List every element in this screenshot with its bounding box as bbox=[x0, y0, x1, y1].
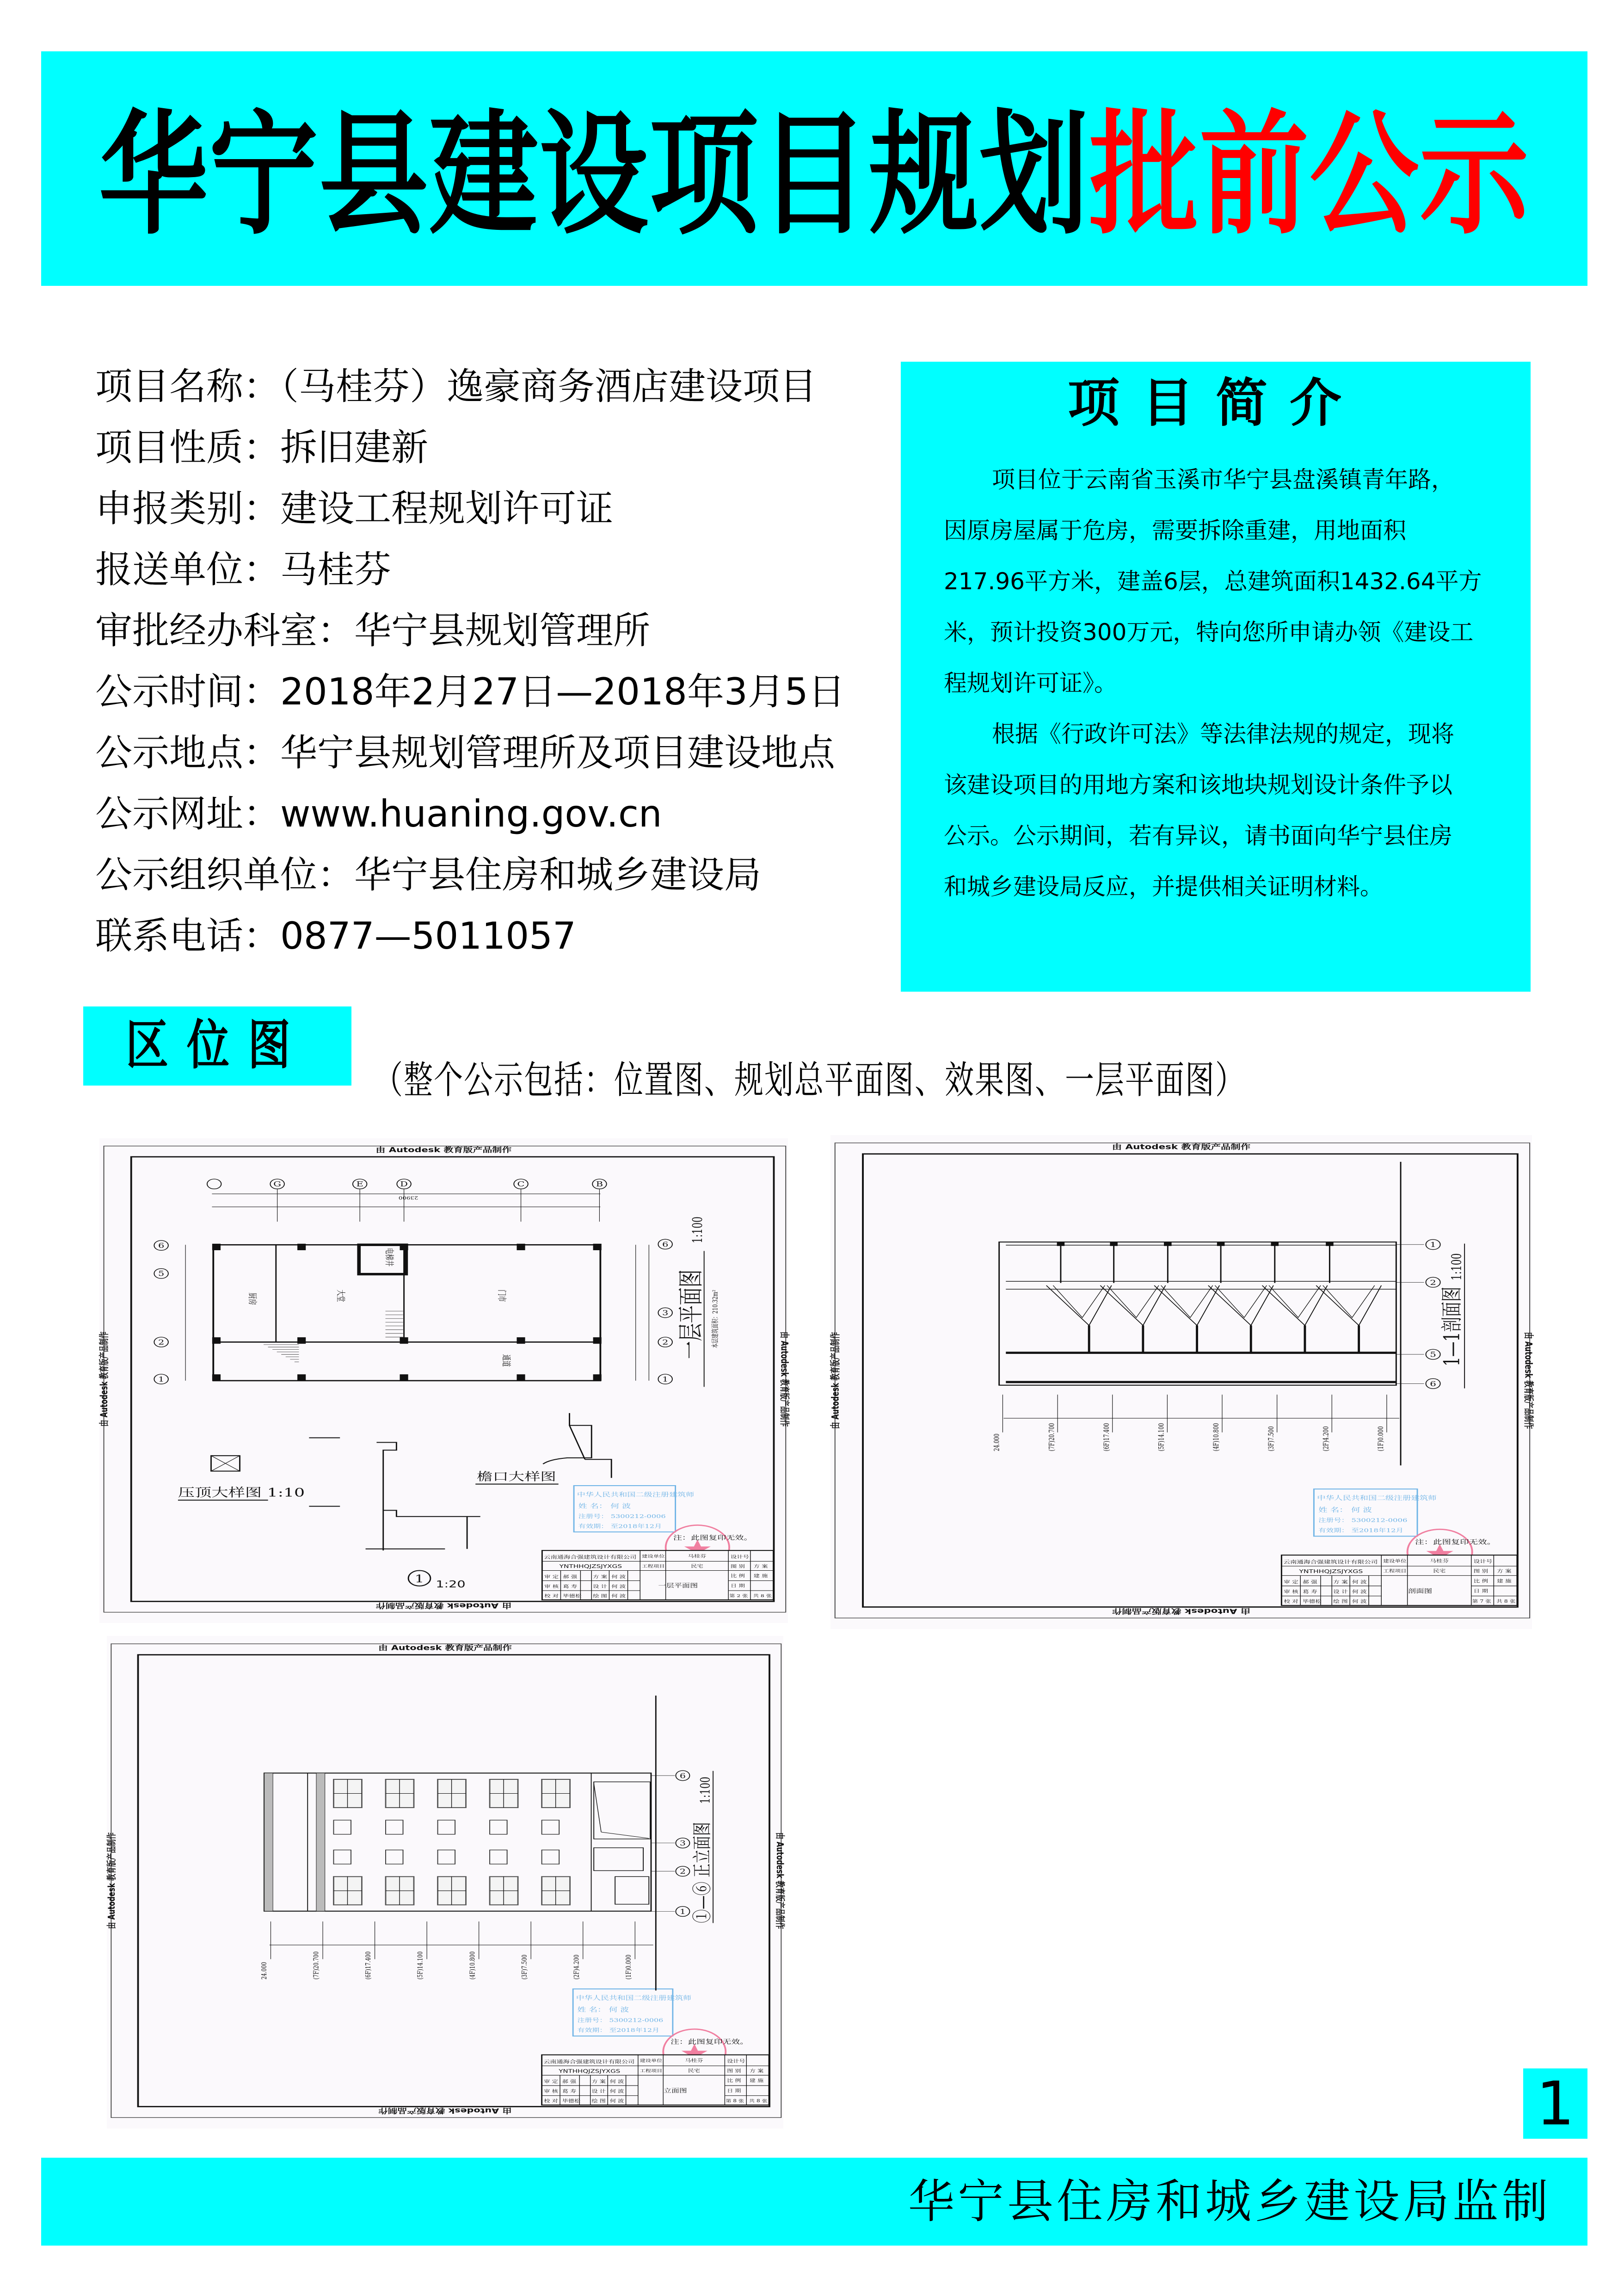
design-no-label: 设计号 bbox=[730, 1554, 749, 1560]
stamp-name: 姓 名： 何 波 bbox=[1318, 1506, 1372, 1514]
stamp-valid: 有效期： 至2018年12月 bbox=[1318, 1527, 1403, 1534]
info-approving-office bbox=[95, 600, 845, 661]
client-label: 建设单位 bbox=[1383, 1558, 1407, 1564]
stamp-title: 中华人民共和国二级注册建筑师 bbox=[1317, 1494, 1437, 1502]
role-cell: 何 波 bbox=[611, 1583, 626, 1589]
role-cell: 校 对 bbox=[544, 2098, 558, 2104]
company-name: 云南通海合强建筑设计有限公司 bbox=[543, 2059, 635, 2065]
info-label: 公示地点： bbox=[95, 731, 280, 774]
entrance-door bbox=[615, 1876, 649, 1904]
detail-scale: 1:20 bbox=[436, 1579, 466, 1590]
column bbox=[400, 1244, 408, 1250]
window-small bbox=[386, 1850, 403, 1864]
date-label: 日 期 bbox=[1473, 1588, 1489, 1594]
title-block bbox=[1281, 1555, 1517, 1605]
role-cell: 何 波 bbox=[1352, 1579, 1367, 1585]
floor-plan-svg bbox=[99, 1138, 788, 1623]
info-website bbox=[95, 784, 845, 845]
info-value: 华宁县规划管理所及项目建设地点 bbox=[280, 731, 835, 774]
website-link[interactable]: www.huaning.gov.cn bbox=[280, 792, 662, 835]
info-label: 公示网址： bbox=[95, 792, 280, 835]
drawing-scale: 1:100 bbox=[1448, 1253, 1464, 1281]
intro-line: 217.96平方米，建盖6层，总建筑面积1432.64平方 bbox=[944, 568, 1482, 595]
footer-text: 华宁县住房和城乡建设局监制 bbox=[908, 2174, 1551, 2228]
section-svg bbox=[830, 1135, 1532, 1629]
window-small bbox=[542, 1850, 560, 1864]
company-code: YNTHHQJZSJYXGS bbox=[1299, 1568, 1363, 1575]
watermark-bottom: 由 Autodesk 教育版产品制作 bbox=[378, 2106, 512, 2115]
column bbox=[400, 1375, 408, 1381]
location-heading-box bbox=[83, 1006, 351, 1086]
project-intro-panel bbox=[901, 362, 1531, 992]
role-cell: 郝 强 bbox=[562, 2079, 577, 2085]
beam bbox=[1326, 1242, 1334, 1246]
grid-axis-label: E bbox=[356, 1180, 363, 1189]
role-cell: 审 定 bbox=[1284, 1579, 1298, 1585]
drawing-section bbox=[830, 1135, 1532, 1629]
column bbox=[517, 1375, 525, 1381]
copy-invalid-note: 注：此图复印无效。 bbox=[673, 1534, 753, 1542]
level-label: (2F)4.200 bbox=[1322, 1426, 1331, 1451]
grid-axis-label: 3 bbox=[679, 1839, 686, 1848]
client-name: 马桂芬 bbox=[688, 1553, 707, 1559]
copy-invalid-note: 注：此图复印无效。 bbox=[671, 2038, 749, 2046]
drawing-line bbox=[594, 1784, 601, 1832]
info-value: 华宁县规划管理所 bbox=[354, 609, 650, 652]
company-name: 云南通海合强建筑设计有限公司 bbox=[1283, 1559, 1378, 1565]
sheet-total: 共 8 张 bbox=[753, 1593, 772, 1599]
category-label: 图 别 bbox=[727, 2068, 741, 2074]
glass-panel bbox=[594, 1782, 650, 1839]
grid-axis-label: 6 bbox=[679, 1772, 686, 1780]
drawing-floor-plan bbox=[99, 1138, 788, 1623]
drawing-scale: 1:100 bbox=[689, 1216, 705, 1243]
grid-axis-label: 2 bbox=[679, 1867, 686, 1876]
column bbox=[517, 1244, 525, 1250]
project-name: 民宅 bbox=[688, 2068, 700, 2074]
level-label: (7F)20.700 bbox=[313, 1951, 321, 1980]
date-label: 日 期 bbox=[730, 1583, 745, 1588]
grid-axis-label: 3 bbox=[662, 1309, 669, 1317]
info-notice-location bbox=[95, 722, 845, 784]
room-label: 通道 bbox=[501, 1354, 511, 1367]
intro-body bbox=[944, 454, 1517, 912]
role-cell: 郝 强 bbox=[1303, 1579, 1317, 1585]
detail-title-eave: 檐口大样图 bbox=[477, 1469, 556, 1483]
grid-axis-label: 5 bbox=[158, 1270, 165, 1278]
role-cell: 毕德松 bbox=[1303, 1599, 1322, 1604]
info-label: 报送单位： bbox=[95, 548, 280, 591]
role-cell: 何 波 bbox=[609, 2098, 624, 2104]
role-cell: 审 核 bbox=[544, 1583, 559, 1589]
copy-invalid-note: 注：此图复印无效。 bbox=[1415, 1538, 1496, 1546]
stair-flight bbox=[1215, 1285, 1267, 1317]
client-label: 建设单位 bbox=[642, 1554, 665, 1559]
drawing-name: 立面图 bbox=[664, 2087, 687, 2094]
stamp-reg: 注册号： 5300212-0006 bbox=[577, 2017, 664, 2024]
stamp-title: 中华人民共和国二级注册建筑师 bbox=[576, 1994, 692, 2002]
stair-flight bbox=[1107, 1285, 1159, 1317]
info-value: （马桂芬）逸豪商务酒店建设项目 bbox=[280, 365, 817, 408]
window-small bbox=[490, 1850, 507, 1864]
drawing-name: 剖面图 bbox=[1408, 1587, 1433, 1595]
intro-title: 项目简介 bbox=[1068, 373, 1364, 433]
drawing-line bbox=[601, 1832, 649, 1839]
role-cell: 郝 强 bbox=[563, 1574, 578, 1580]
category-label: 图 别 bbox=[730, 1563, 745, 1569]
info-value: 2018年2月27日—2018年3月5日 bbox=[280, 670, 845, 713]
role-cell: 校 对 bbox=[1284, 1599, 1298, 1604]
intro-line: 该建设项目的用地方案和该地块规划设计条件予以 bbox=[944, 772, 1452, 798]
grid-axis-label: C bbox=[517, 1180, 525, 1189]
intro-line: 公示。公示期间，若有异议，请书面向华宁县住房 bbox=[944, 822, 1452, 849]
room-label: 门市 bbox=[497, 1290, 507, 1302]
category-label: 图 别 bbox=[1473, 1568, 1489, 1574]
sheet-border bbox=[104, 1146, 786, 1612]
stair-flight bbox=[1208, 1285, 1273, 1325]
floor-area-note: 本层建筑面积：210.32m² bbox=[711, 1290, 720, 1348]
stair-flight bbox=[1269, 1285, 1321, 1317]
project-name: 民宅 bbox=[1433, 1568, 1446, 1574]
window-small bbox=[438, 1820, 455, 1834]
level-label: (5F)14.100 bbox=[1157, 1423, 1166, 1451]
title-block bbox=[542, 2055, 769, 2105]
info-value: 0877—5011057 bbox=[280, 914, 576, 957]
stair-flight bbox=[1100, 1285, 1165, 1325]
watermark-right: 由 Autodesk 教育版产品制作 bbox=[778, 1331, 790, 1427]
project-name: 民宅 bbox=[691, 1563, 703, 1569]
title-block bbox=[542, 1550, 773, 1600]
scale-label: 比 例 bbox=[727, 2078, 741, 2084]
company-code: YNTHHQJZSJYXGS bbox=[559, 1564, 622, 1570]
window-small bbox=[542, 1820, 560, 1834]
company-name: 云南通海合强建筑设计有限公司 bbox=[544, 1555, 637, 1560]
level-label: (6F)17.400 bbox=[364, 1951, 373, 1980]
drawing-frame bbox=[830, 1143, 1534, 1618]
beam bbox=[1057, 1242, 1064, 1246]
intro-line: 项目位于云南省玉溪市华宁县盘溪镇青年路， bbox=[992, 466, 1454, 493]
level-label: (4F)10.800 bbox=[468, 1951, 477, 1980]
grid-axis-label: 2 bbox=[1430, 1278, 1436, 1287]
stamp-name: 姓 名： 何 波 bbox=[577, 2006, 629, 2013]
client-name: 马桂芬 bbox=[1430, 1558, 1449, 1564]
info-label: 联系电话： bbox=[95, 914, 280, 957]
info-project-name bbox=[95, 356, 845, 417]
grid-axis-label: B bbox=[596, 1180, 603, 1189]
location-caption: （整个公示包括：位置图、规划总平面图、效果图、一层平面图） bbox=[374, 1058, 1245, 1102]
title-black-part: 华宁县建设项目规划 bbox=[98, 97, 1089, 253]
role-cell: 毕德松 bbox=[562, 2098, 581, 2104]
category-value: 方 案 bbox=[1497, 1568, 1512, 1574]
sheet-number: 第 8 张 bbox=[726, 2098, 744, 2104]
grid-axis-label: 1 bbox=[158, 1376, 165, 1384]
sheet-number: 第 2 张 bbox=[729, 1593, 748, 1599]
watermark-bottom: 由 Autodesk 教育版产品制作 bbox=[1112, 1607, 1251, 1615]
role-cell: 毕德松 bbox=[563, 1593, 582, 1599]
beam bbox=[1217, 1242, 1224, 1246]
info-application-type bbox=[95, 478, 845, 539]
info-label: 项目性质： bbox=[95, 426, 280, 469]
grid-axis-label: 2 bbox=[158, 1338, 165, 1346]
intro-line: 根据《行政许可法》等法律法规的规定，现将 bbox=[992, 721, 1454, 747]
role-cell: 审 定 bbox=[544, 2079, 558, 2085]
level-label: (5F)14.100 bbox=[417, 1951, 425, 1980]
role-cell: 何 波 bbox=[1352, 1599, 1367, 1604]
role-cell: 审 定 bbox=[544, 1574, 559, 1580]
role-cell: 设 计 bbox=[593, 1583, 608, 1589]
role-cell: 审 核 bbox=[544, 2088, 558, 2094]
grid-axis-label: 6 bbox=[158, 1242, 165, 1250]
stamp-name: 姓 名： 何 波 bbox=[578, 1502, 631, 1510]
role-cell: 何 波 bbox=[1352, 1589, 1367, 1594]
role-cell: 绘 图 bbox=[591, 2098, 606, 2104]
role-cell: 设 计 bbox=[591, 2088, 606, 2094]
grid-axis-label: G bbox=[273, 1180, 282, 1189]
level-label: (4F)10.800 bbox=[1212, 1423, 1221, 1451]
level-label: (2F)4.200 bbox=[572, 1954, 581, 1980]
stair-flight bbox=[1316, 1285, 1381, 1325]
design-no-label: 设计号 bbox=[1473, 1559, 1493, 1564]
role-cell: 何 波 bbox=[611, 1574, 626, 1580]
scale-value: 建 施 bbox=[1497, 1578, 1512, 1584]
elevation-svg bbox=[106, 1636, 786, 2129]
project-label: 工程项目 bbox=[642, 1563, 665, 1569]
info-label: 申报类别： bbox=[95, 487, 280, 530]
scale-label: 比 例 bbox=[730, 1573, 745, 1579]
watermark-right: 由 Autodesk 教育版产品制作 bbox=[774, 1832, 786, 1929]
role-cell: 设 计 bbox=[1333, 1589, 1348, 1594]
window-small bbox=[438, 1850, 455, 1864]
location-heading: 区位图 bbox=[125, 1014, 309, 1076]
parapet-detail bbox=[309, 1438, 480, 1550]
door bbox=[594, 1848, 643, 1871]
role-cell: 校 对 bbox=[544, 1593, 559, 1599]
watermark-left: 由 Autodesk 教育版产品制作 bbox=[830, 1332, 842, 1429]
detail-number: 1 bbox=[414, 1572, 424, 1585]
info-organizer bbox=[95, 845, 845, 906]
role-cell: 葛 寿 bbox=[1303, 1589, 1317, 1594]
grid-axis-label: 1 bbox=[1430, 1241, 1436, 1249]
info-applicant bbox=[95, 539, 845, 600]
project-info bbox=[95, 356, 845, 967]
section-drawing bbox=[993, 1162, 1464, 1465]
role-cell: 何 波 bbox=[609, 2088, 624, 2094]
date-label: 日 期 bbox=[727, 2088, 741, 2093]
level-label: (1F)0.000 bbox=[625, 1954, 633, 1980]
page-title bbox=[41, 97, 1587, 253]
watermark-left: 由 Autodesk 教育版产品制作 bbox=[106, 1832, 117, 1929]
intro-line: 程规划许可证》。 bbox=[944, 670, 1117, 697]
level-label: (7F)20.700 bbox=[1048, 1423, 1056, 1451]
grid-axis-label: 6 bbox=[662, 1241, 669, 1249]
intro-line: 和城乡建设局反应，并提供相关证明材料。 bbox=[944, 873, 1383, 900]
intro-line: 米，预计投资300万元，特向您所申请办领《建设工 bbox=[944, 619, 1474, 646]
grid-axis-label: 5 bbox=[1430, 1351, 1436, 1359]
stair-flight bbox=[1053, 1285, 1105, 1317]
scale-value: 建 施 bbox=[753, 1573, 768, 1579]
watermark-right: 由 Autodesk 教育版产品制作 bbox=[1522, 1332, 1534, 1429]
stamp-reg: 注册号： 5300212-0006 bbox=[578, 1513, 666, 1520]
stair-flight bbox=[1323, 1285, 1375, 1317]
role-cell: 葛 寿 bbox=[563, 1583, 578, 1589]
role-cell: 葛 寿 bbox=[562, 2088, 577, 2094]
column bbox=[298, 1375, 306, 1381]
level-label: (3F)7.500 bbox=[1267, 1426, 1276, 1451]
column bbox=[298, 1244, 306, 1250]
sheet-total: 共 8 张 bbox=[749, 2098, 768, 2104]
role-cell: 审 核 bbox=[1284, 1589, 1298, 1594]
drawing-title: 一层平面图 bbox=[677, 1269, 707, 1359]
category-value: 方 案 bbox=[749, 2068, 764, 2074]
drawing-title: ①—⑥ 正立面图 bbox=[692, 1822, 714, 1923]
company-code: YNTHHQJZSJYXGS bbox=[559, 2068, 621, 2074]
grid-axis-circle bbox=[207, 1179, 221, 1189]
role-cell: 方 案 bbox=[591, 2079, 606, 2085]
watermark-bottom: 由 Autodesk 教育版产品制作 bbox=[375, 1601, 512, 1610]
dimension-label: 23900 bbox=[398, 1195, 418, 1201]
room-label: 厨房 bbox=[247, 1292, 258, 1305]
project-label: 工程项目 bbox=[640, 2068, 663, 2074]
grid-axis-label: 2 bbox=[662, 1338, 669, 1346]
client-label: 建设单位 bbox=[640, 2058, 663, 2063]
column bbox=[212, 1375, 220, 1381]
info-project-nature bbox=[95, 417, 845, 478]
info-value: 马桂芬 bbox=[280, 548, 391, 591]
room-label: 大堂 bbox=[335, 1290, 346, 1302]
column bbox=[517, 1338, 525, 1344]
elevation-drawing bbox=[261, 1696, 714, 1991]
elevator-shaft bbox=[359, 1245, 406, 1274]
window-small bbox=[490, 1820, 507, 1834]
stair-flight bbox=[1046, 1285, 1112, 1325]
title-red-part: 批前公示 bbox=[1089, 97, 1530, 253]
info-value: 建设工程规划许可证 bbox=[280, 487, 613, 530]
eave-detail bbox=[543, 1413, 611, 1478]
stair-flight bbox=[1262, 1285, 1328, 1325]
sheet-border bbox=[835, 1143, 1530, 1618]
role-cell: 方 案 bbox=[593, 1574, 608, 1580]
drawing-elevation bbox=[106, 1636, 786, 2129]
section-outline bbox=[999, 1242, 1396, 1385]
drawing-title: 1—1剖面图 bbox=[1439, 1286, 1465, 1366]
window-small bbox=[386, 1820, 403, 1834]
beam bbox=[1164, 1242, 1172, 1246]
title-banner bbox=[41, 51, 1587, 286]
category-value: 方 案 bbox=[753, 1563, 768, 1569]
role-cell: 绘 图 bbox=[593, 1593, 608, 1599]
level-label: 24.000 bbox=[260, 1962, 269, 1980]
level-label: (3F)7.500 bbox=[521, 1954, 529, 1980]
stamp-valid: 有效期： 至2018年12月 bbox=[578, 1523, 662, 1530]
column bbox=[400, 1338, 408, 1344]
column bbox=[593, 1375, 601, 1381]
sheet-number: 第 7 张 bbox=[1472, 1599, 1491, 1604]
scale-label: 比 例 bbox=[1473, 1578, 1489, 1584]
info-value: 华宁县住房和城乡建设局 bbox=[354, 853, 761, 896]
info-notice-period bbox=[95, 661, 845, 722]
watermark-top: 由 Autodesk 教育版产品制作 bbox=[1112, 1143, 1251, 1151]
info-label: 审批经办科室： bbox=[95, 609, 354, 652]
detail-title-coping: 压顶大样图 1:10 bbox=[178, 1486, 305, 1500]
info-label: 公示组织单位： bbox=[95, 853, 354, 896]
stamp-valid: 有效期： 至2018年12月 bbox=[577, 2027, 659, 2034]
client-name: 马桂芬 bbox=[685, 2058, 703, 2063]
info-phone bbox=[95, 906, 845, 967]
column bbox=[298, 1338, 306, 1344]
role-cell: 何 波 bbox=[609, 2079, 624, 2085]
grid-axis-label: 1 bbox=[679, 1907, 686, 1916]
drawing-name: 一层平面图 bbox=[658, 1582, 698, 1589]
room-label: 电梯井 bbox=[384, 1247, 394, 1267]
drawing-scale: 1:100 bbox=[697, 1777, 713, 1804]
page-number: 1 bbox=[1523, 2068, 1587, 2139]
project-label: 工程项目 bbox=[1383, 1568, 1407, 1574]
grid-axis-label: 6 bbox=[1430, 1380, 1436, 1388]
footer-banner bbox=[41, 2158, 1587, 2246]
window-small bbox=[333, 1820, 351, 1834]
role-cell: 绘 图 bbox=[1333, 1599, 1348, 1604]
column bbox=[212, 1338, 220, 1344]
stair-flight bbox=[1161, 1285, 1213, 1317]
watermark-left: 由 Autodesk 教育版产品制作 bbox=[98, 1331, 110, 1427]
facade-hatch bbox=[264, 1773, 273, 1911]
info-value: 拆旧建新 bbox=[280, 426, 428, 469]
level-label: 24.000 bbox=[993, 1433, 1002, 1451]
column bbox=[212, 1244, 220, 1250]
level-label: (6F)17.400 bbox=[1103, 1423, 1111, 1451]
grid-axis-label: 1 bbox=[662, 1376, 669, 1384]
stair-flight bbox=[1154, 1285, 1219, 1325]
drawing-frame bbox=[98, 1146, 790, 1612]
watermark-top: 由 Autodesk 教育版产品制作 bbox=[378, 1644, 512, 1652]
role-cell: 方 案 bbox=[1333, 1579, 1348, 1585]
stamp-reg: 注册号： 5300212-0006 bbox=[1318, 1517, 1408, 1524]
intro-line: 因原房屋属于危房，需要拆除重建，用地面积 bbox=[944, 517, 1406, 544]
beam bbox=[1271, 1242, 1279, 1246]
beam bbox=[1110, 1242, 1118, 1246]
level-label: (1F)0.000 bbox=[1377, 1426, 1385, 1451]
info-label: 公示时间： bbox=[95, 670, 280, 713]
window-small bbox=[333, 1850, 351, 1864]
scale-value: 建 施 bbox=[749, 2078, 764, 2084]
info-label: 项目名称： bbox=[95, 365, 280, 408]
watermark-top: 由 Autodesk 教育版产品制作 bbox=[375, 1146, 512, 1154]
column bbox=[593, 1338, 601, 1344]
column bbox=[593, 1244, 601, 1250]
stamp-title: 中华人民共和国二级注册建筑师 bbox=[577, 1491, 695, 1498]
grid-axis-label: D bbox=[400, 1180, 408, 1189]
design-no-label: 设计号 bbox=[727, 2058, 745, 2064]
sheet-total: 共 8 张 bbox=[1496, 1599, 1516, 1604]
facade-hatch bbox=[316, 1773, 325, 1911]
role-cell: 何 波 bbox=[611, 1593, 626, 1599]
